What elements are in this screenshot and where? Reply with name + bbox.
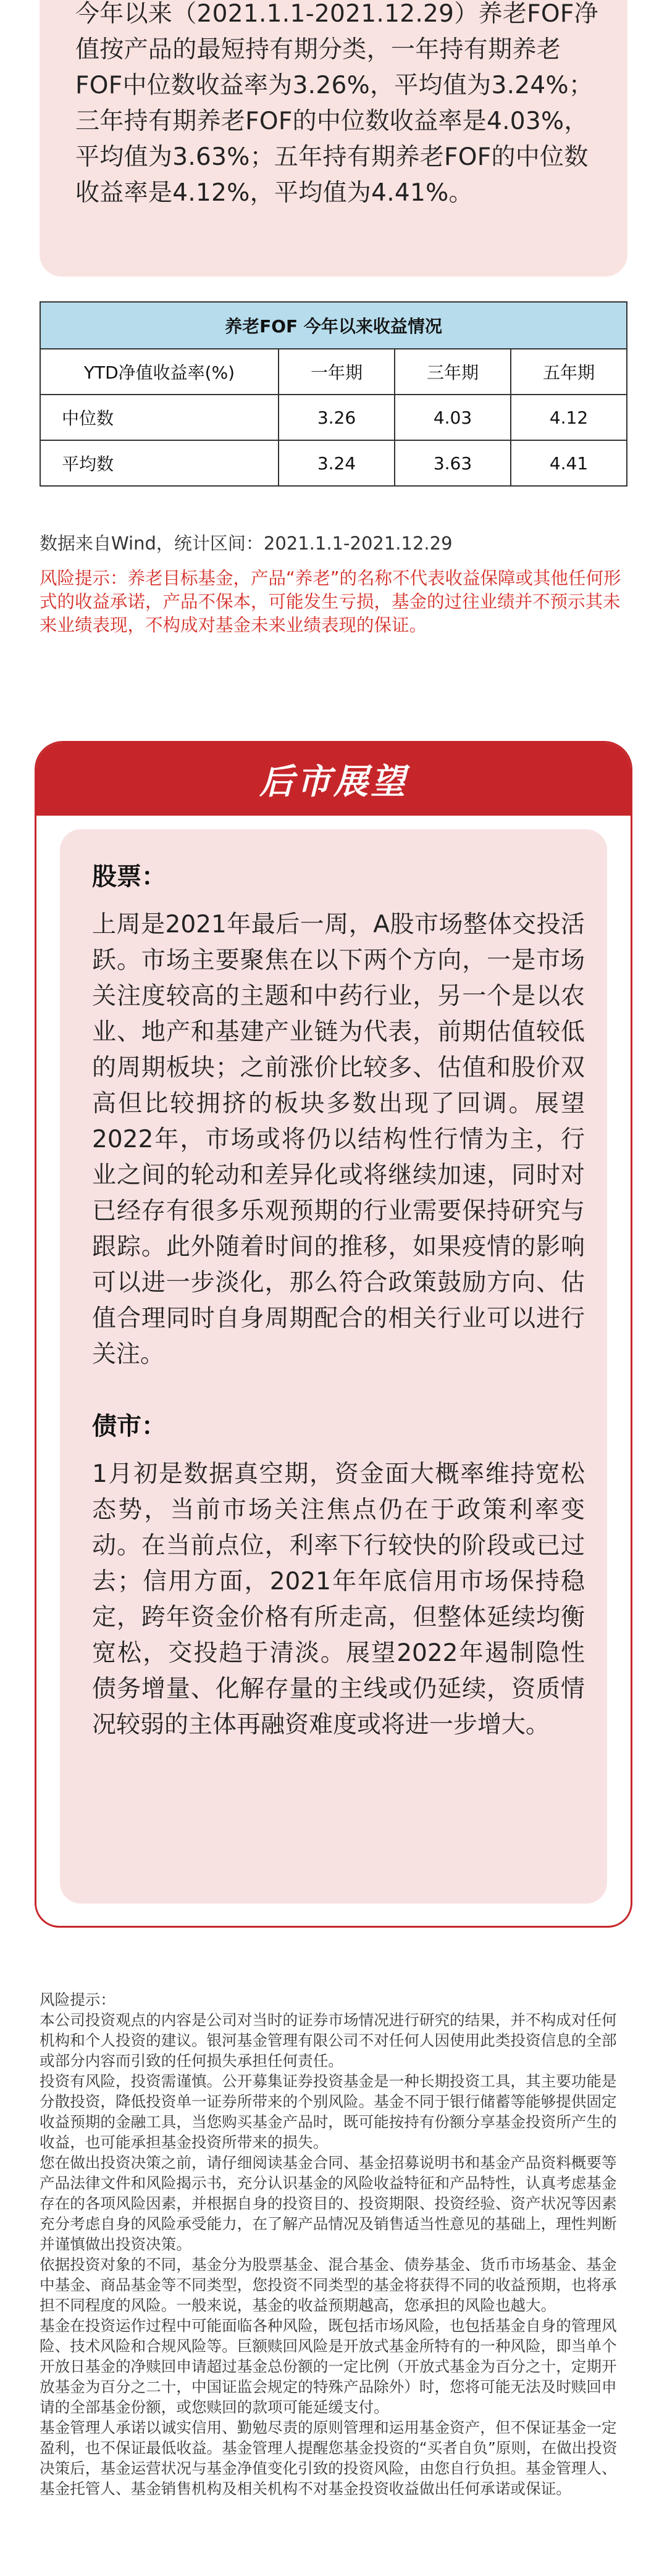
risk-warning: 风险提示：养老目标基金，产品“养老”的名称不代表收益保障或其他任何形式的收益承诺，产品不保本，可能发生亏损，基金的过往业绩并不预示其未来业绩表现，不构成对基金未来业绩表现的保证。 <box>40 568 621 635</box>
outlook-header <box>36 743 631 816</box>
table-cell: 3.63 <box>395 440 511 486</box>
disclaimer-paragraph: 基金在投资运作过程中可能面临各种风险，既包括市场风险，也包括基金自身的管理风险、技术风险和合规风险等。巨额赎回风险是开放式基金所特有的一种风险，即当单个开放日基金的净赎回申请超过基金总份额的一定比例（开放式基金为百分之十，定期开放基金为百分之二十，中国证监会规定的特殊产品除外）时，您将可能无法及时赎回申请的全部基金份额，或您赎回的款项可能延缓支付。 <box>40 2317 617 2416</box>
disclaimer-paragraph: 您在做出投资决策之前，请仔细阅读基金合同、基金招募说明书和基金产品资料概要等产品法律文件和风险揭示书，充分认识基金的风险收益特征和产品特性，认真考虑基金存在的各项风险因素，并根据自身的投资目的、投资期限、投资经验、资产状况等因素充分考虑自身的风险承受能力，在了解产品情况及销售适当性意见的基础上，理性判断并谨慎做出投资决策。 <box>40 2154 617 2253</box>
table-cell: 3.26 <box>279 395 395 440</box>
returns-table <box>40 301 627 487</box>
table-cell: 4.03 <box>395 395 511 440</box>
table-header-cell: YTD净值收益率(%) <box>40 349 279 395</box>
table-header-cell: 五年期 <box>511 349 627 395</box>
disclaimer-paragraph: 依据投资对象的不同，基金分为股票基金、混合基金、债券基金、货币市场基金、基金中基金、商品基金等不同类型，您投资不同类型的基金将获得不同的收益预期，也将承担不同程度的风险。一般来说，基金的收益预期越高，您承担的风险也越大。 <box>40 2256 617 2314</box>
table-header-cell: 三年期 <box>395 349 511 395</box>
table-header-row <box>40 349 627 395</box>
disclaimer <box>40 1989 627 2499</box>
table-cell: 中位数 <box>40 395 279 440</box>
disclaimer-paragraph: 本公司投资观点的内容是公司对当时的证券市场情况进行研究的结果，并不构成对任何机构和个人投资的建议。银河基金管理有限公司不对任何人因使用此类投资信息的全部或部分内容而引致的任何损失承担任何责任。 <box>40 2011 617 2070</box>
disclaimer-paragraph: 投资有风险，投资需谨慎。公开募集证券投资基金是一种长期投资工具，其主要功能是分散投资，降低投资单一证券所带来的个别风险。基金不同于银行储蓄等能够提供固定收益预期的金融工具，当您购买基金产品时，既可能按持有份额分享基金投资所产生的收益，也可能承担基金投资所带来的损失。 <box>40 2072 617 2151</box>
table-title: 养老FOF 今年以来收益情况 <box>40 302 627 349</box>
table-row <box>40 440 627 486</box>
stock-section-title: 股票： <box>92 863 166 891</box>
disclaimer-title: 风险提示： <box>40 1991 115 2009</box>
disclaimer-paragraph: 基金管理人承诺以诚实信用、勤勉尽责的原则管理和运用基金资产，但不保证基金一定盈利，也不保证最低收益。基金管理人提醒您基金投资的“买者自负”原则，在做出投资决策后，基金运营状况与基金净值变化引致的投资风险，由您自行负担。基金管理人、基金托管人、基金销售机构及相关机构不对基金投资收益做出任何承诺或保证。 <box>40 2419 618 2498</box>
source-note: 数据来自Wind，统计区间：2021.1.1-2021.12.29 <box>40 533 453 554</box>
intro-card <box>40 0 627 277</box>
intro-text: 今年以来（2021.1.1-2021.12.29）养老FOF净值按产品的最短持有期分类，一年持有期养老FOF中位数收益率为3.26%，平均值为3.24%；三年持有期养老FOF的中位数收益率是4.03%，平均值为3.63%；五年持有期养老FOF的中位数收益率是4.12%，平均值为4.41%。 <box>75 0 598 207</box>
outlook-panel <box>35 741 632 1928</box>
bond-section-title: 债市： <box>92 1412 166 1441</box>
stock-section-text: 上周是2021年最后一周，A股市场整体交投活跃。市场主要聚焦在以下两个方向，一是市场关注度较高的主题和中药行业，另一个是以农业、地产和基建产业链为代表，前期估值较低的周期板块；之前涨价比较多、估值和股价双高但比较拥挤的板块多数出现了回调。展望2022年，市场或将仍以结构性行情为主，行业之间的轮动和差异化或将继续加速，同时对已经存有很多乐观预期的行业需要保持研究与跟踪。此外随着时间的推移，如果疫情的影响可以进一步淡化，那么符合政策鼓励方向、估值合理同时自身周期配合的相关行业可以进行关注。 <box>92 911 585 1368</box>
table-cell: 4.12 <box>511 395 627 440</box>
table-row <box>40 395 627 440</box>
table-cell: 4.41 <box>511 440 627 486</box>
outlook-content <box>60 829 607 1904</box>
table-cell: 3.24 <box>279 440 395 486</box>
bond-section-text: 1月初是数据真空期，资金面大概率维持宽松态势，当前市场关注焦点仍在于政策利率变动。在当前点位，利率下行较快的阶段或已过去；信用方面，2021年年底信用市场保持稳定，跨年资金价格有所走高，但整体延续均衡宽松，交投趋于清淡。展望2022年遏制隐性债务增量、化解存量的主线或仍延续，资质情况较弱的主体再融资难度或将进一步增大。 <box>92 1460 585 1739</box>
outlook-title: 后市展望 <box>259 761 408 802</box>
table-cell: 平均数 <box>40 440 279 486</box>
table-header-cell: 一年期 <box>279 349 395 395</box>
